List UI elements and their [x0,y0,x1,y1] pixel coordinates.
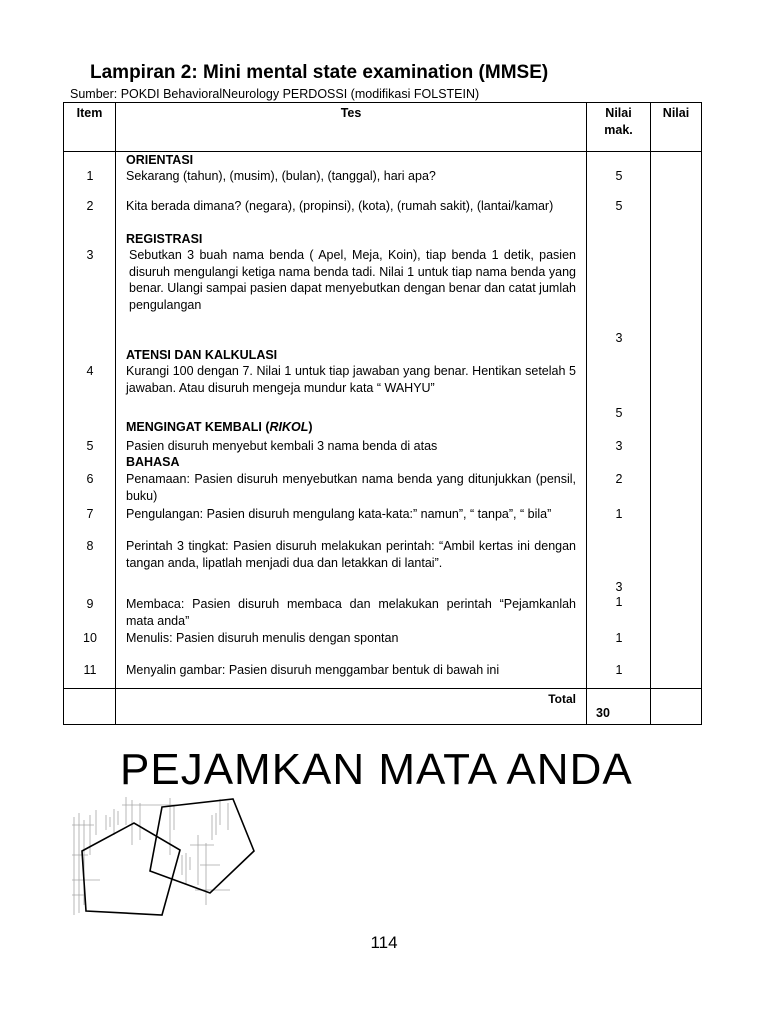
section-heading-atensi: ATENSI DAN KALKULASI [126,348,278,362]
test-item-text: Penamaan: Pasien disuruh menyebutkan nama benda yang ditunjukkan (pensil, buku) [126,472,576,503]
header-nilai-mak: Nilai mak. [587,103,651,152]
header-item: Item [64,103,116,152]
item-number: 5 [86,439,94,453]
max-score: 1 [615,663,623,677]
section-heading-orientasi: ORIENTASI [126,153,194,167]
nilai-column [651,152,702,689]
max-score: 1 [615,507,623,521]
max-score: 2 [615,472,623,486]
total-label: Total [548,692,576,706]
total-label-cell [116,689,587,725]
page-title: Lampiran 2: Mini mental state examination (MMSE) [90,62,549,83]
test-item-text: Kurangi 100 dengan 7. Nilai 1 untuk tiap jawaban yang benar. Hentikan setelah 5 jawaban. Atau disuruh mengeja mundur kata “ WAHYU” [126,364,576,395]
max-score: 1 [615,595,623,609]
instruction-text: PEJAMKAN MATA ANDA [120,745,633,794]
total-nilai-cell [651,689,702,725]
item-number: 4 [86,364,94,378]
scan-noise [72,797,230,915]
page-number: 114 [370,933,398,952]
max-score: 5 [615,406,623,420]
max-score: 5 [615,169,623,183]
table-header-row [64,103,702,152]
test-item-text: Sekarang (tahun), (musim), (bulan), (tanggal), hari apa? [126,169,436,183]
max-score: 1 [615,631,623,645]
table-body-row [64,152,702,689]
header-nilai: Nilai [651,103,702,152]
item-number: 11 [83,663,97,677]
nilai-mak-column [587,152,651,689]
test-item-text: Menyalin gambar: Pasien disuruh menggambar bentuk di bawah ini [126,663,500,677]
section-heading-bahasa: BAHASA [126,455,180,469]
item-number: 6 [86,472,94,486]
item-number: 1 [86,169,94,183]
item-number: 2 [86,199,94,213]
test-item-text: Sebutkan 3 buah nama benda ( Apel, Meja, Koin), tiap benda 1 detik, pasien disuruh mengulangi ketiga nama benda tadi. Nilai 1 untuk tiap nama benda yang benar. Ulangi sampai pasien dapat menyebutkan dengan benar dan catat jumlah pengulangan [129,248,576,312]
max-score: 3 [615,331,623,345]
header-tes: Tes [116,103,587,152]
item-number: 9 [86,597,94,611]
total-value: 30 [596,706,610,720]
pentagon-right [150,799,254,893]
intersecting-pentagons-icon [70,795,270,920]
item-number: 3 [86,248,94,262]
mmse-table [63,102,702,725]
section-heading-registrasi: REGISTRASI [126,232,203,246]
test-item-text: Perintah 3 tingkat: Pasien disuruh melakukan perintah: “Ambil kertas ini dengan tangan anda, lipatlah menjadi dua dan letakkan di lantai”. [126,539,576,570]
item-number: 7 [86,507,94,521]
source-note: Sumber: POKDI BehavioralNeurology PERDOSSI (modifikasi FOLSTEIN) [70,87,480,101]
test-item-text: Pasien disuruh menyebut kembali 3 nama benda di atas [126,439,438,453]
max-score: 3 [615,580,623,594]
total-row [64,689,702,725]
tes-column [116,152,587,689]
test-item-text: Kita berada dimana? (negara), (propinsi), (kota), (rumah sakit), (lantai/kamar) [126,199,554,213]
section-heading-mengingat: MENGINGAT KEMBALI (RIKOL) [126,420,313,434]
item-number: 8 [86,539,94,553]
item-number: 10 [83,631,97,645]
item-column [64,152,116,689]
pentagon-left [82,823,180,915]
max-score: 3 [615,439,623,453]
test-item-text: Pengulangan: Pasien disuruh mengulang kata-kata:” namun”, “ tanpa”, “ bila” [126,507,552,521]
total-empty-cell [64,689,116,725]
test-item-text: Membaca: Pasien disuruh membaca dan melakukan perintah “Pejamkanlah mata anda” [126,597,576,628]
total-value-cell [587,689,651,725]
test-item-text: Menulis: Pasien disuruh menulis dengan spontan [126,631,399,645]
max-score: 5 [615,199,623,213]
